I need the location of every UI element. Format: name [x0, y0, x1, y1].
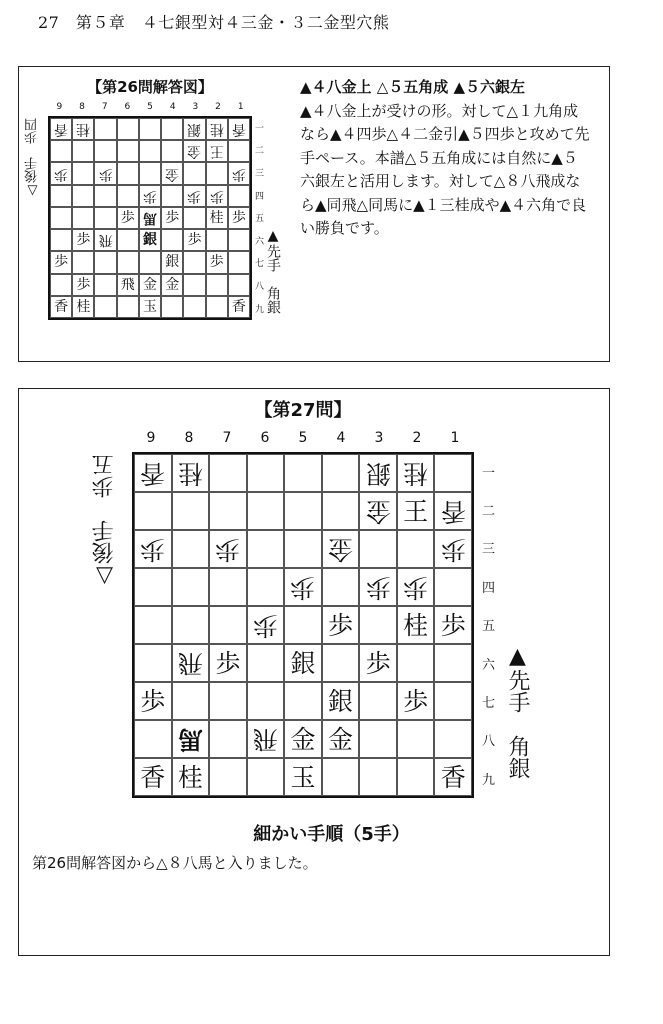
- row-number: 三: [482, 542, 496, 558]
- board-square[interactable]: [228, 162, 250, 184]
- board-square[interactable]: [228, 296, 250, 318]
- sente-piece: 王: [403, 496, 429, 526]
- board1-sente-hand: ▲先手 角銀: [265, 228, 281, 314]
- board-square[interactable]: [139, 185, 161, 207]
- row-number: 九: [255, 304, 265, 315]
- board-square[interactable]: [183, 274, 205, 296]
- board-square[interactable]: [183, 296, 205, 318]
- sente-piece: 歩: [365, 648, 391, 678]
- sente-piece: 歩: [140, 686, 166, 716]
- board-square[interactable]: [359, 606, 397, 644]
- board-square[interactable]: [172, 758, 210, 796]
- board-square[interactable]: [161, 162, 183, 184]
- board-square[interactable]: [228, 207, 250, 229]
- gote-piece: 歩: [252, 610, 278, 640]
- board-square[interactable]: [397, 530, 435, 568]
- gote-piece: 香: [231, 121, 246, 138]
- board-square[interactable]: [72, 185, 94, 207]
- solution-text: [300, 76, 592, 241]
- row-number: 一: [255, 123, 265, 134]
- board-square[interactable]: [322, 606, 360, 644]
- gote-piece: 金: [165, 165, 180, 182]
- board-square[interactable]: [161, 274, 183, 296]
- board-square[interactable]: [94, 185, 116, 207]
- sente-piece: 香: [440, 762, 466, 792]
- board-square[interactable]: [209, 568, 247, 606]
- board-square[interactable]: [94, 162, 116, 184]
- board-square[interactable]: [284, 454, 322, 492]
- sente-piece: 歩: [328, 610, 354, 640]
- board2-sente-hand: ▲先手 角銀: [505, 644, 530, 779]
- board-square[interactable]: [322, 530, 360, 568]
- column-number: 6: [260, 430, 270, 446]
- board-square[interactable]: [322, 454, 360, 492]
- gote-piece: 金: [365, 496, 391, 526]
- column-number: 3: [192, 102, 199, 112]
- board-square[interactable]: [183, 229, 205, 251]
- board-square[interactable]: [94, 118, 116, 140]
- gote-piece: 金: [187, 143, 202, 160]
- board-square[interactable]: [72, 207, 94, 229]
- board-square[interactable]: [359, 682, 397, 720]
- board-square[interactable]: [247, 492, 285, 530]
- board-square[interactable]: [359, 530, 397, 568]
- column-number: 4: [336, 430, 346, 446]
- board-square[interactable]: [206, 207, 228, 229]
- row-number: 五: [482, 619, 496, 635]
- board-square[interactable]: [117, 229, 139, 251]
- board-square[interactable]: [172, 492, 210, 530]
- board-square[interactable]: [206, 118, 228, 140]
- board-square[interactable]: [94, 251, 116, 273]
- board-square[interactable]: [397, 644, 435, 682]
- gote-piece: 歩: [187, 187, 202, 204]
- row-number: 六: [482, 657, 496, 673]
- board-square[interactable]: [284, 568, 322, 606]
- board-square[interactable]: [183, 185, 205, 207]
- board-square[interactable]: [183, 162, 205, 184]
- board-square[interactable]: [161, 185, 183, 207]
- column-number: 2: [412, 430, 422, 446]
- board-square[interactable]: [322, 568, 360, 606]
- move-count-caption: 細かい手順（5手）: [253, 824, 410, 845]
- board-square[interactable]: [434, 606, 472, 644]
- gote-piece: 歩: [142, 187, 157, 204]
- column-number: 5: [298, 430, 308, 446]
- sente-piece: 金: [142, 276, 157, 293]
- sente-piece: 歩: [209, 254, 224, 271]
- gote-piece: 香: [140, 458, 166, 488]
- board-square[interactable]: [359, 720, 397, 758]
- row-number: 七: [482, 696, 496, 712]
- column-number: 7: [222, 430, 232, 446]
- board-square[interactable]: [206, 274, 228, 296]
- gote-piece: 歩: [231, 165, 246, 182]
- board1-column-numbers: [48, 102, 252, 112]
- gote-piece: 金: [328, 534, 354, 564]
- sente-piece: 香: [140, 762, 166, 792]
- board-square[interactable]: [161, 296, 183, 318]
- board-square[interactable]: [206, 296, 228, 318]
- board-square[interactable]: [322, 682, 360, 720]
- column-number: 1: [237, 102, 244, 112]
- sente-piece: 歩: [120, 209, 135, 226]
- board-square[interactable]: [228, 251, 250, 273]
- board-square[interactable]: [206, 251, 228, 273]
- board-square[interactable]: [434, 644, 472, 682]
- row-number: 四: [482, 580, 496, 596]
- board-square[interactable]: [183, 207, 205, 229]
- board-square[interactable]: [172, 606, 210, 644]
- board-square[interactable]: [209, 720, 247, 758]
- board-square[interactable]: [183, 140, 205, 162]
- board-square[interactable]: [134, 454, 172, 492]
- board2-column-numbers: [132, 430, 474, 446]
- board-square[interactable]: [172, 644, 210, 682]
- board-square[interactable]: [134, 682, 172, 720]
- board-square[interactable]: [209, 606, 247, 644]
- board-square[interactable]: [183, 118, 205, 140]
- board-square[interactable]: [117, 207, 139, 229]
- board-square[interactable]: [322, 758, 360, 796]
- board-square[interactable]: [161, 229, 183, 251]
- board-square[interactable]: [139, 251, 161, 273]
- board-square[interactable]: [117, 251, 139, 273]
- board-square[interactable]: [117, 185, 139, 207]
- problem-description: 第26問解答図から△８八馬と入りました。: [32, 854, 318, 872]
- board2-gote-hand: △後手 歩五: [92, 454, 117, 589]
- sente-piece: 歩: [165, 209, 180, 226]
- board2-caption: 【第27問】: [254, 400, 352, 421]
- sente-piece: 歩: [187, 232, 202, 249]
- board-square[interactable]: [134, 492, 172, 530]
- board1-caption: 【第26問解答図】: [87, 78, 213, 96]
- board-square[interactable]: [209, 682, 247, 720]
- board-square[interactable]: [134, 758, 172, 796]
- board-square[interactable]: [397, 682, 435, 720]
- board-square[interactable]: [434, 568, 472, 606]
- row-number: 七: [255, 259, 265, 270]
- gote-piece: 王: [209, 143, 224, 160]
- row-number: 二: [482, 504, 496, 520]
- gote-piece: 歩: [54, 165, 69, 182]
- board-square[interactable]: [359, 568, 397, 606]
- sente-piece: 歩: [231, 209, 246, 226]
- board-square[interactable]: [172, 720, 210, 758]
- board-square[interactable]: [397, 606, 435, 644]
- board-square[interactable]: [172, 530, 210, 568]
- board-square[interactable]: [161, 140, 183, 162]
- solution-moves: ▲４八金上 △５五角成 ▲５六銀左: [300, 78, 526, 96]
- board-square[interactable]: [322, 492, 360, 530]
- board-square[interactable]: [50, 229, 72, 251]
- board-square[interactable]: [50, 274, 72, 296]
- board-square[interactable]: [117, 274, 139, 296]
- board-square[interactable]: [50, 140, 72, 162]
- sente-piece: 銀: [165, 254, 180, 271]
- board-square[interactable]: [247, 682, 285, 720]
- sente-piece: 香: [54, 298, 69, 315]
- sente-piece: 歩: [440, 610, 466, 640]
- board-square[interactable]: [247, 720, 285, 758]
- sente-piece: 飛: [120, 276, 135, 293]
- board-square[interactable]: [134, 720, 172, 758]
- board-square[interactable]: [206, 229, 228, 251]
- row-number: 二: [255, 146, 265, 157]
- board-square[interactable]: [284, 530, 322, 568]
- board-square[interactable]: [247, 530, 285, 568]
- gote-piece: 歩: [215, 534, 241, 564]
- board-square[interactable]: [50, 162, 72, 184]
- board-square[interactable]: [94, 274, 116, 296]
- column-number: 1: [450, 430, 460, 446]
- board-square[interactable]: [183, 251, 205, 273]
- board-square[interactable]: [161, 251, 183, 273]
- board-square[interactable]: [359, 492, 397, 530]
- row-number: 六: [255, 236, 265, 247]
- board-square[interactable]: [72, 274, 94, 296]
- board-square[interactable]: [397, 758, 435, 796]
- board-square[interactable]: [228, 118, 250, 140]
- gote-piece: 香: [440, 496, 466, 526]
- row-number: 九: [482, 772, 496, 788]
- board-square[interactable]: [72, 296, 94, 318]
- row-number: 三: [255, 168, 265, 179]
- row-number: 五: [255, 214, 265, 225]
- board-square[interactable]: [359, 644, 397, 682]
- board-square[interactable]: [172, 568, 210, 606]
- board-square[interactable]: [117, 296, 139, 318]
- board-square[interactable]: [117, 162, 139, 184]
- board-square[interactable]: [284, 682, 322, 720]
- board-square[interactable]: [359, 454, 397, 492]
- board-square[interactable]: [322, 644, 360, 682]
- board-square[interactable]: [209, 530, 247, 568]
- board-square[interactable]: [134, 606, 172, 644]
- board-square[interactable]: [50, 118, 72, 140]
- board-square[interactable]: [139, 296, 161, 318]
- board1-grid: [48, 116, 252, 320]
- sente-piece: 歩: [54, 254, 69, 271]
- board-square[interactable]: [206, 185, 228, 207]
- board-square[interactable]: [209, 644, 247, 682]
- board-square[interactable]: [139, 140, 161, 162]
- board-square[interactable]: [284, 758, 322, 796]
- gote-piece: 馬: [177, 724, 203, 754]
- board-square[interactable]: [228, 229, 250, 251]
- board-square[interactable]: [172, 454, 210, 492]
- board2-grid: [132, 452, 474, 798]
- row-number: 四: [255, 191, 265, 202]
- column-number: 6: [124, 102, 131, 112]
- gote-piece: 飛: [98, 232, 113, 249]
- board-square[interactable]: [139, 207, 161, 229]
- board-square[interactable]: [161, 207, 183, 229]
- gote-piece: 銀: [365, 458, 391, 488]
- gote-piece: 桂: [76, 121, 91, 138]
- gote-piece: 桂: [209, 121, 224, 138]
- board-square[interactable]: [284, 720, 322, 758]
- gote-piece: 飛: [252, 724, 278, 754]
- board-square[interactable]: [139, 274, 161, 296]
- sente-piece: 歩: [76, 232, 91, 249]
- board-square[interactable]: [117, 118, 139, 140]
- solution-commentary: ▲４八金上が受けの形。対して△１九角成なら▲４四歩△４二金引▲５四歩と攻めて先手ペース。本譜△５五角成には自然に▲５六銀左と活用します。対して△８八飛成なら▲同飛△同馬に▲１三桂成や▲４六角で良い勝負です。: [300, 101, 590, 237]
- board1-gote-hand: △後手 歩四: [25, 118, 40, 198]
- board-square[interactable]: [50, 251, 72, 273]
- sente-piece: 銀: [290, 648, 316, 678]
- column-number: 8: [184, 430, 194, 446]
- gote-piece: 歩: [140, 534, 166, 564]
- page-header: 27 第５章 ４七銀型対４三金・３二金型穴熊: [38, 13, 390, 32]
- board-square[interactable]: [50, 185, 72, 207]
- board-square[interactable]: [206, 162, 228, 184]
- board-square[interactable]: [94, 296, 116, 318]
- sente-piece: 金: [290, 724, 316, 754]
- board-square[interactable]: [397, 492, 435, 530]
- gote-piece: 歩: [98, 165, 113, 182]
- board-square[interactable]: [172, 682, 210, 720]
- board-square[interactable]: [247, 568, 285, 606]
- sente-piece: 銀: [328, 686, 354, 716]
- board2-row-numbers: [482, 452, 495, 798]
- gote-piece: 銀: [187, 121, 202, 138]
- board-square[interactable]: [228, 185, 250, 207]
- board-square[interactable]: [50, 296, 72, 318]
- gote-piece: 歩: [440, 534, 466, 564]
- board-square[interactable]: [434, 720, 472, 758]
- row-number: 一: [482, 465, 496, 481]
- board-square[interactable]: [247, 644, 285, 682]
- board-square[interactable]: [139, 118, 161, 140]
- board-square[interactable]: [434, 492, 472, 530]
- board-square[interactable]: [72, 118, 94, 140]
- board-square[interactable]: [209, 758, 247, 796]
- gote-piece: 歩: [403, 572, 429, 602]
- column-number: 9: [56, 102, 63, 112]
- board-square[interactable]: [139, 229, 161, 251]
- board-square[interactable]: [228, 274, 250, 296]
- row-number: 八: [255, 281, 265, 292]
- board-square[interactable]: [94, 207, 116, 229]
- board-square[interactable]: [72, 251, 94, 273]
- sente-piece: 香: [231, 298, 246, 315]
- board-square[interactable]: [94, 229, 116, 251]
- board-square[interactable]: [228, 140, 250, 162]
- column-number: 9: [146, 430, 156, 446]
- column-number: 7: [101, 102, 108, 112]
- board-square[interactable]: [284, 492, 322, 530]
- gote-piece: 歩: [209, 187, 224, 204]
- column-number: 5: [147, 102, 153, 112]
- board-square[interactable]: [322, 720, 360, 758]
- column-number: 4: [169, 102, 176, 112]
- sente-piece: 桂: [76, 298, 91, 315]
- board-square[interactable]: [72, 229, 94, 251]
- board-square[interactable]: [209, 492, 247, 530]
- board-square[interactable]: [434, 454, 472, 492]
- board-square[interactable]: [72, 140, 94, 162]
- board-square[interactable]: [397, 568, 435, 606]
- board-square[interactable]: [397, 720, 435, 758]
- gote-piece: 馬: [142, 209, 157, 226]
- sente-piece: 歩: [215, 648, 241, 678]
- board1-row-numbers: [255, 116, 264, 320]
- board-square[interactable]: [134, 530, 172, 568]
- board-square[interactable]: [139, 162, 161, 184]
- board-square[interactable]: [434, 530, 472, 568]
- board-square[interactable]: [284, 644, 322, 682]
- gote-piece: 香: [54, 121, 69, 138]
- sente-piece: 銀: [142, 232, 157, 249]
- column-number: 2: [215, 102, 221, 112]
- sente-piece: 玉: [290, 762, 316, 792]
- board-square[interactable]: [284, 606, 322, 644]
- board-square[interactable]: [434, 758, 472, 796]
- gote-piece: 飛: [177, 648, 203, 678]
- board-square[interactable]: [209, 454, 247, 492]
- board-square[interactable]: [434, 682, 472, 720]
- board-square[interactable]: [94, 140, 116, 162]
- sente-piece: 桂: [209, 209, 224, 226]
- board-square[interactable]: [206, 140, 228, 162]
- board-square[interactable]: [72, 162, 94, 184]
- gote-piece: 歩: [365, 572, 391, 602]
- sente-piece: 金: [328, 724, 354, 754]
- row-number: 八: [482, 734, 496, 750]
- board-square[interactable]: [359, 758, 397, 796]
- sente-piece: 玉: [142, 298, 157, 315]
- column-number: 3: [374, 430, 384, 446]
- column-number: 8: [79, 102, 85, 112]
- board-square[interactable]: [50, 207, 72, 229]
- board-square[interactable]: [247, 454, 285, 492]
- board-square[interactable]: [247, 758, 285, 796]
- board-square[interactable]: [161, 118, 183, 140]
- gote-piece: 歩: [290, 572, 316, 602]
- sente-piece: 桂: [177, 762, 203, 792]
- board-square[interactable]: [397, 454, 435, 492]
- gote-piece: 桂: [403, 458, 429, 488]
- board-square[interactable]: [247, 606, 285, 644]
- board-square[interactable]: [134, 644, 172, 682]
- sente-piece: 桂: [403, 610, 429, 640]
- sente-piece: 金: [165, 276, 180, 293]
- sente-piece: 歩: [76, 276, 91, 293]
- board-square[interactable]: [117, 140, 139, 162]
- gote-piece: 桂: [177, 458, 203, 488]
- sente-piece: 歩: [403, 686, 429, 716]
- board-square[interactable]: [134, 568, 172, 606]
